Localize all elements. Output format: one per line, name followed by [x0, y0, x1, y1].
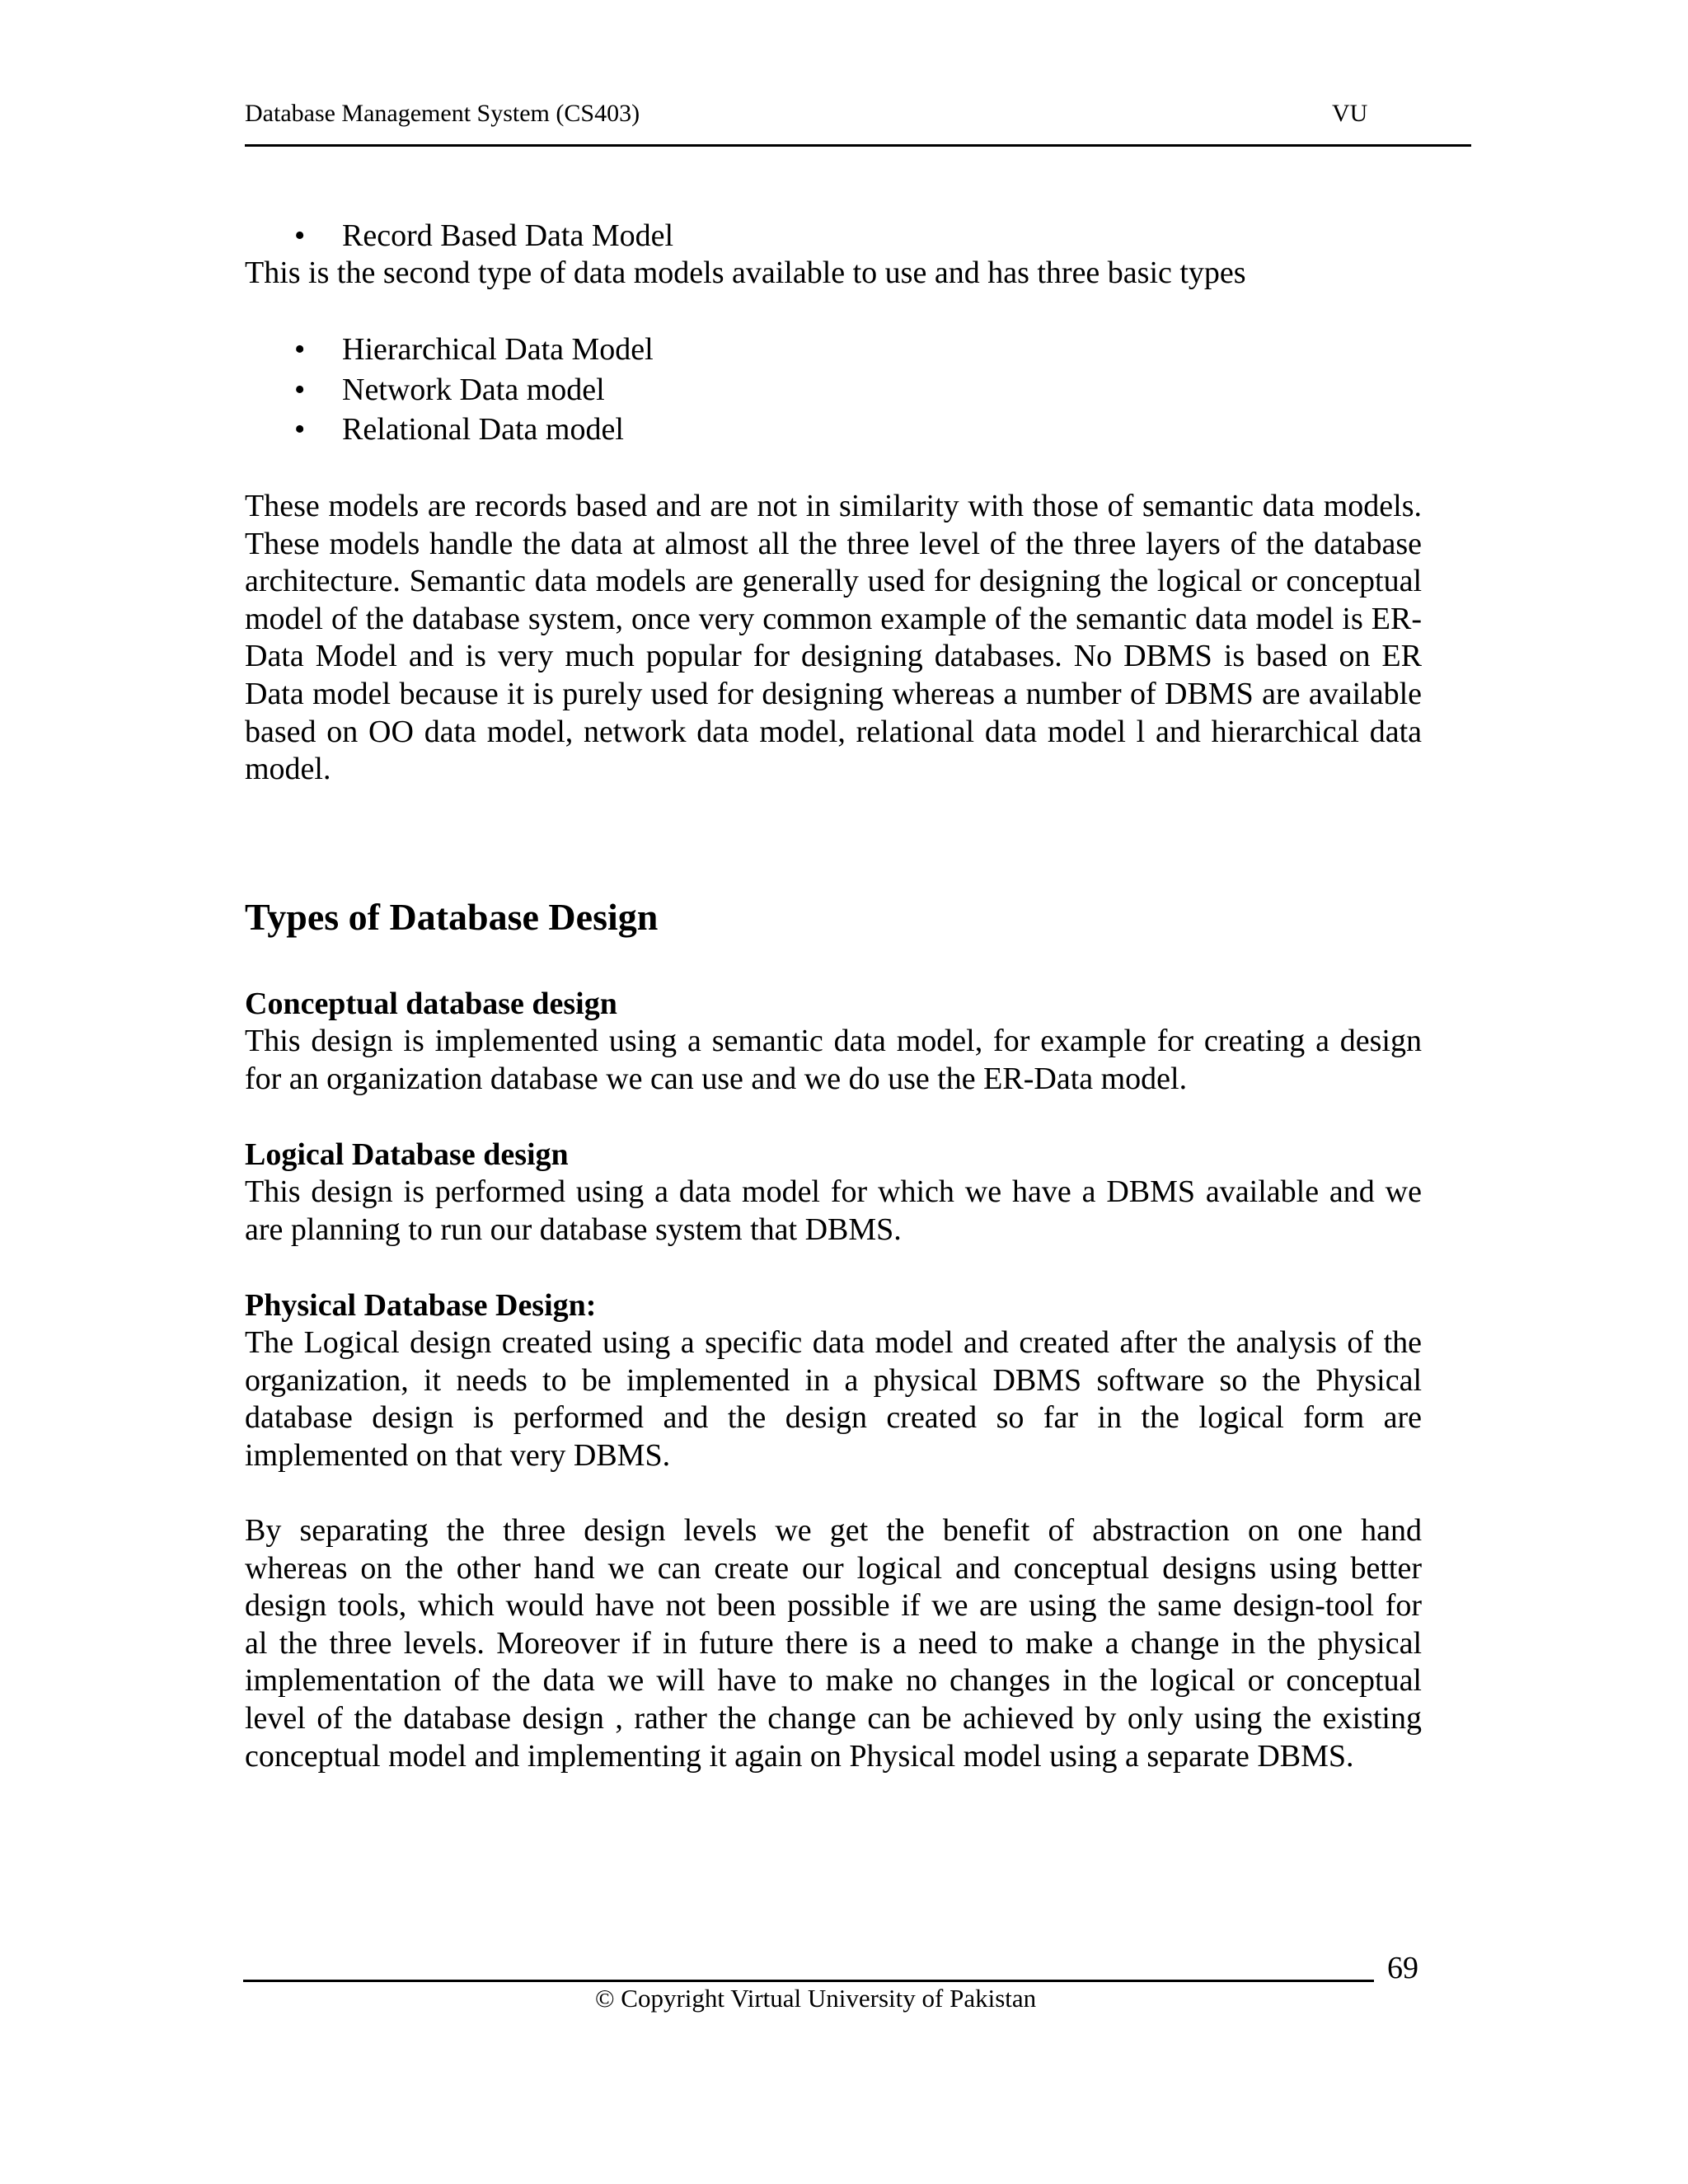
physical-paragraph: The Logical design created using a specific data model and created after the analysis of the organization, it needs to be implemented in a physical DBMS software so the Physical database design is performed and the design created so far in the logical form are implemented on that very DBMS. [245, 1325, 1422, 1473]
list-item: • Hierarchical Data Model [245, 330, 654, 370]
paragraph-line: al the three levels. Moreover if in future there is a need to make a change in the physical [245, 1625, 1422, 1661]
bullet-icon: • [294, 412, 306, 447]
header-org: VU [1332, 100, 1368, 127]
physical-heading: Physical Database Design: [245, 1288, 597, 1323]
logical-paragraph: This design is performed using a data model for which we have a DBMS available and we are planning to run our database system that DBMS. [245, 1174, 1422, 1247]
header-title: Database Management System (CS403) [245, 100, 640, 127]
header-divider [245, 144, 1471, 147]
conceptual-heading: Conceptual database design [245, 987, 617, 1021]
bullet-icon: • [294, 218, 306, 253]
paragraph-line: level of the database design , rather the change can be achieved by only using the existing [245, 1700, 1422, 1736]
paragraph-line: conceptual model and implementing it again on Physical model using a separate DBMS. [245, 1738, 1354, 1774]
bullet-icon: • [294, 332, 306, 367]
paragraph-line: By separating the three design levels we get the benefit of abstraction on one hand [245, 1513, 1422, 1548]
conceptual-paragraph: This design is implemented using a semantic data model, for example for creating a design for an organization database we can use and we do use the ER-Data model. [245, 1024, 1422, 1096]
page-number: 69 [1387, 1951, 1418, 1985]
record-based-paragraph: These models are records based and are not in similarity with those of semantic data models. These models handle the data at almost all the three level of the three layers of the database architecture. Semantic data models are generally used for designing the logical or conceptual model of the database system, once very common example of the semantic data model is ER-Data Model and is very much popular for designing databases. No DBMS is based on ER Data model because it is purely used for designing whereas a number of DBMS are available based on OO data model, network data model, relational data model l and hierarchical data model. [245, 489, 1422, 787]
record-based-bullet-list [245, 216, 673, 256]
paragraph-line: whereas on the other hand we can create our logical and conceptual designs using better [245, 1550, 1422, 1586]
closing-paragraph [245, 1512, 1422, 1775]
record-based-intro: This is the second type of data models available to use and has three basic types [245, 255, 1246, 290]
list-item: • Relational Data model [245, 410, 654, 450]
record-based-types-list [245, 330, 654, 450]
list-item: • Record Based Data Model [245, 216, 673, 256]
list-item: • Network Data model [245, 370, 654, 410]
paragraph-line: implementation of the data we will have to make no changes in the logical or conceptual [245, 1663, 1422, 1699]
paragraph-line: design tools, which would have not been possible if we are using the same design-tool for [245, 1588, 1422, 1624]
section-title: Types of Database Design [245, 896, 659, 938]
bullet-icon: • [294, 372, 306, 407]
logical-heading: Logical Database design [245, 1137, 569, 1172]
copyright-notice: © Copyright Virtual University of Pakistan [595, 1984, 1037, 2013]
